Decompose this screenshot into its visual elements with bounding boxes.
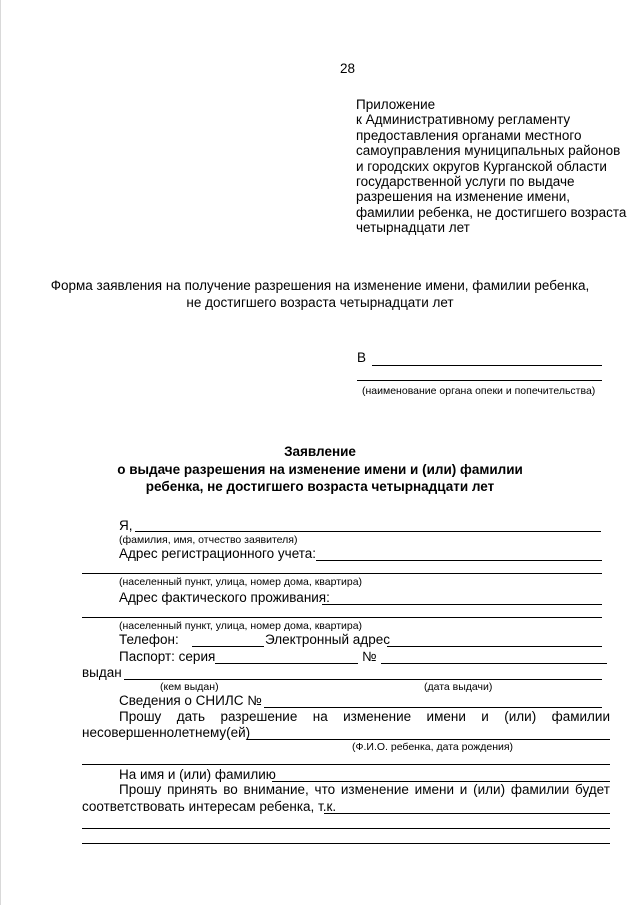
consider-word: будет: [575, 782, 610, 797]
issued-label: выдан: [82, 665, 122, 680]
request-line: [119, 709, 610, 724]
consider-line: [119, 782, 610, 797]
child-info-field-2[interactable]: [82, 764, 610, 765]
appendix-line: к Административному регламенту: [356, 112, 571, 128]
request-word: дать: [176, 709, 206, 724]
statement-title: Заявление: [284, 444, 356, 459]
minor-label: несовершеннолетнему(ей): [82, 725, 251, 740]
form-title-line-1: Форма заявления на получение разрешения на изменение имени, фамилии ребенка,: [50, 278, 590, 293]
addressee-caption: (наименование органа опеки и попечительства): [362, 385, 596, 397]
request-word: имени: [426, 709, 466, 724]
email-field[interactable]: [387, 646, 602, 647]
request-word: разрешение: [220, 709, 298, 724]
interests-field-3[interactable]: [82, 843, 610, 844]
addressee-line[interactable]: [372, 365, 602, 366]
issue-date-caption: (дата выдачи): [424, 681, 493, 693]
passport-number-field[interactable]: [381, 663, 607, 664]
interests-label: соответствовать интересам ребенка, т.к.: [82, 799, 337, 814]
appendix-line: предоставления органами местного: [356, 127, 582, 143]
statement-subtitle-2: ребенка, не достигшего возраста четырнадцати лет: [145, 479, 495, 494]
email-label: Электронный адрес: [265, 632, 390, 647]
request-word: Прошу: [119, 709, 162, 724]
appendix-line: Приложение: [356, 97, 436, 112]
appendix-line: разрешения на изменение имени,: [356, 189, 570, 205]
request-word: изменение: [343, 709, 412, 724]
actual-address-field[interactable]: [322, 604, 602, 605]
issued-by-caption: (кем выдан): [160, 681, 219, 693]
appendix-line: четырнадцати лет: [356, 220, 470, 236]
appendix-line: государственной услуги по выдаче: [356, 174, 575, 190]
ya-label: Я,: [119, 518, 133, 533]
passport-series-label: Паспорт: серия: [119, 649, 216, 664]
reg-address-label: Адрес регистрационного учета:: [119, 546, 317, 561]
snils-label: Сведения о СНИЛС №: [119, 693, 262, 708]
consider-word: и: [459, 782, 468, 797]
consider-word: имени: [414, 782, 454, 797]
passport-series-field[interactable]: [215, 663, 358, 664]
appendix-line: самоуправления муниципальных районов: [356, 143, 621, 159]
child-caption: (Ф.И.О. ребенка, дата рождения): [352, 741, 514, 753]
interests-field-2[interactable]: [82, 828, 610, 829]
request-word: на: [312, 709, 328, 724]
consider-word: принять: [167, 782, 218, 797]
interests-field[interactable]: [324, 813, 610, 814]
appendix-block: [356, 97, 626, 236]
child-info-field[interactable]: [247, 739, 610, 740]
reg-address-field[interactable]: [316, 560, 602, 561]
consider-word: фамилии: [510, 782, 570, 797]
actual-address-label: Адрес фактического проживания:: [119, 590, 330, 605]
consider-word: что: [314, 782, 336, 797]
issued-by-field[interactable]: [124, 679, 602, 680]
request-word: и: [481, 709, 489, 724]
passport-number-label: №: [362, 649, 377, 664]
actual-address-caption: (населенный пункт, улица, номер дома, квартира): [119, 620, 363, 632]
applicant-fio-field[interactable]: [135, 531, 601, 532]
consider-word: во: [223, 782, 238, 797]
request-word: (или): [504, 709, 537, 724]
consider-word: изменение: [340, 782, 409, 797]
statement-subtitle-1: о выдаче разрешения на изменение имени и (или) фамилии: [117, 462, 523, 477]
consider-word: (или): [473, 782, 506, 797]
form-title-line-2: не достигшего возраста четырнадцати лет: [186, 295, 454, 310]
addressee-prefix: В: [357, 350, 367, 365]
snils-field[interactable]: [264, 707, 602, 708]
fio-caption: (фамилия, имя, отчество заявителя): [119, 534, 298, 546]
phone-label: Телефон:: [119, 632, 179, 647]
phone-field[interactable]: [192, 646, 264, 647]
request-word: фамилии: [551, 709, 610, 724]
reg-address-caption: (населенный пункт, улица, номер дома, квартира): [119, 576, 363, 588]
consider-word: Прошу: [119, 782, 162, 797]
page-number: 28: [340, 61, 356, 76]
addressee-line-2[interactable]: [357, 380, 602, 381]
reg-address-field-2[interactable]: [82, 573, 602, 574]
actual-address-field-2[interactable]: [82, 617, 602, 618]
consider-word: внимание,: [243, 782, 309, 797]
appendix-line: и городских округов Курганской области: [356, 158, 607, 174]
new-name-label: На имя и (или) фамилию: [119, 767, 276, 782]
appendix-line: фамилии ребенка, не достигшего возраста: [356, 204, 627, 220]
